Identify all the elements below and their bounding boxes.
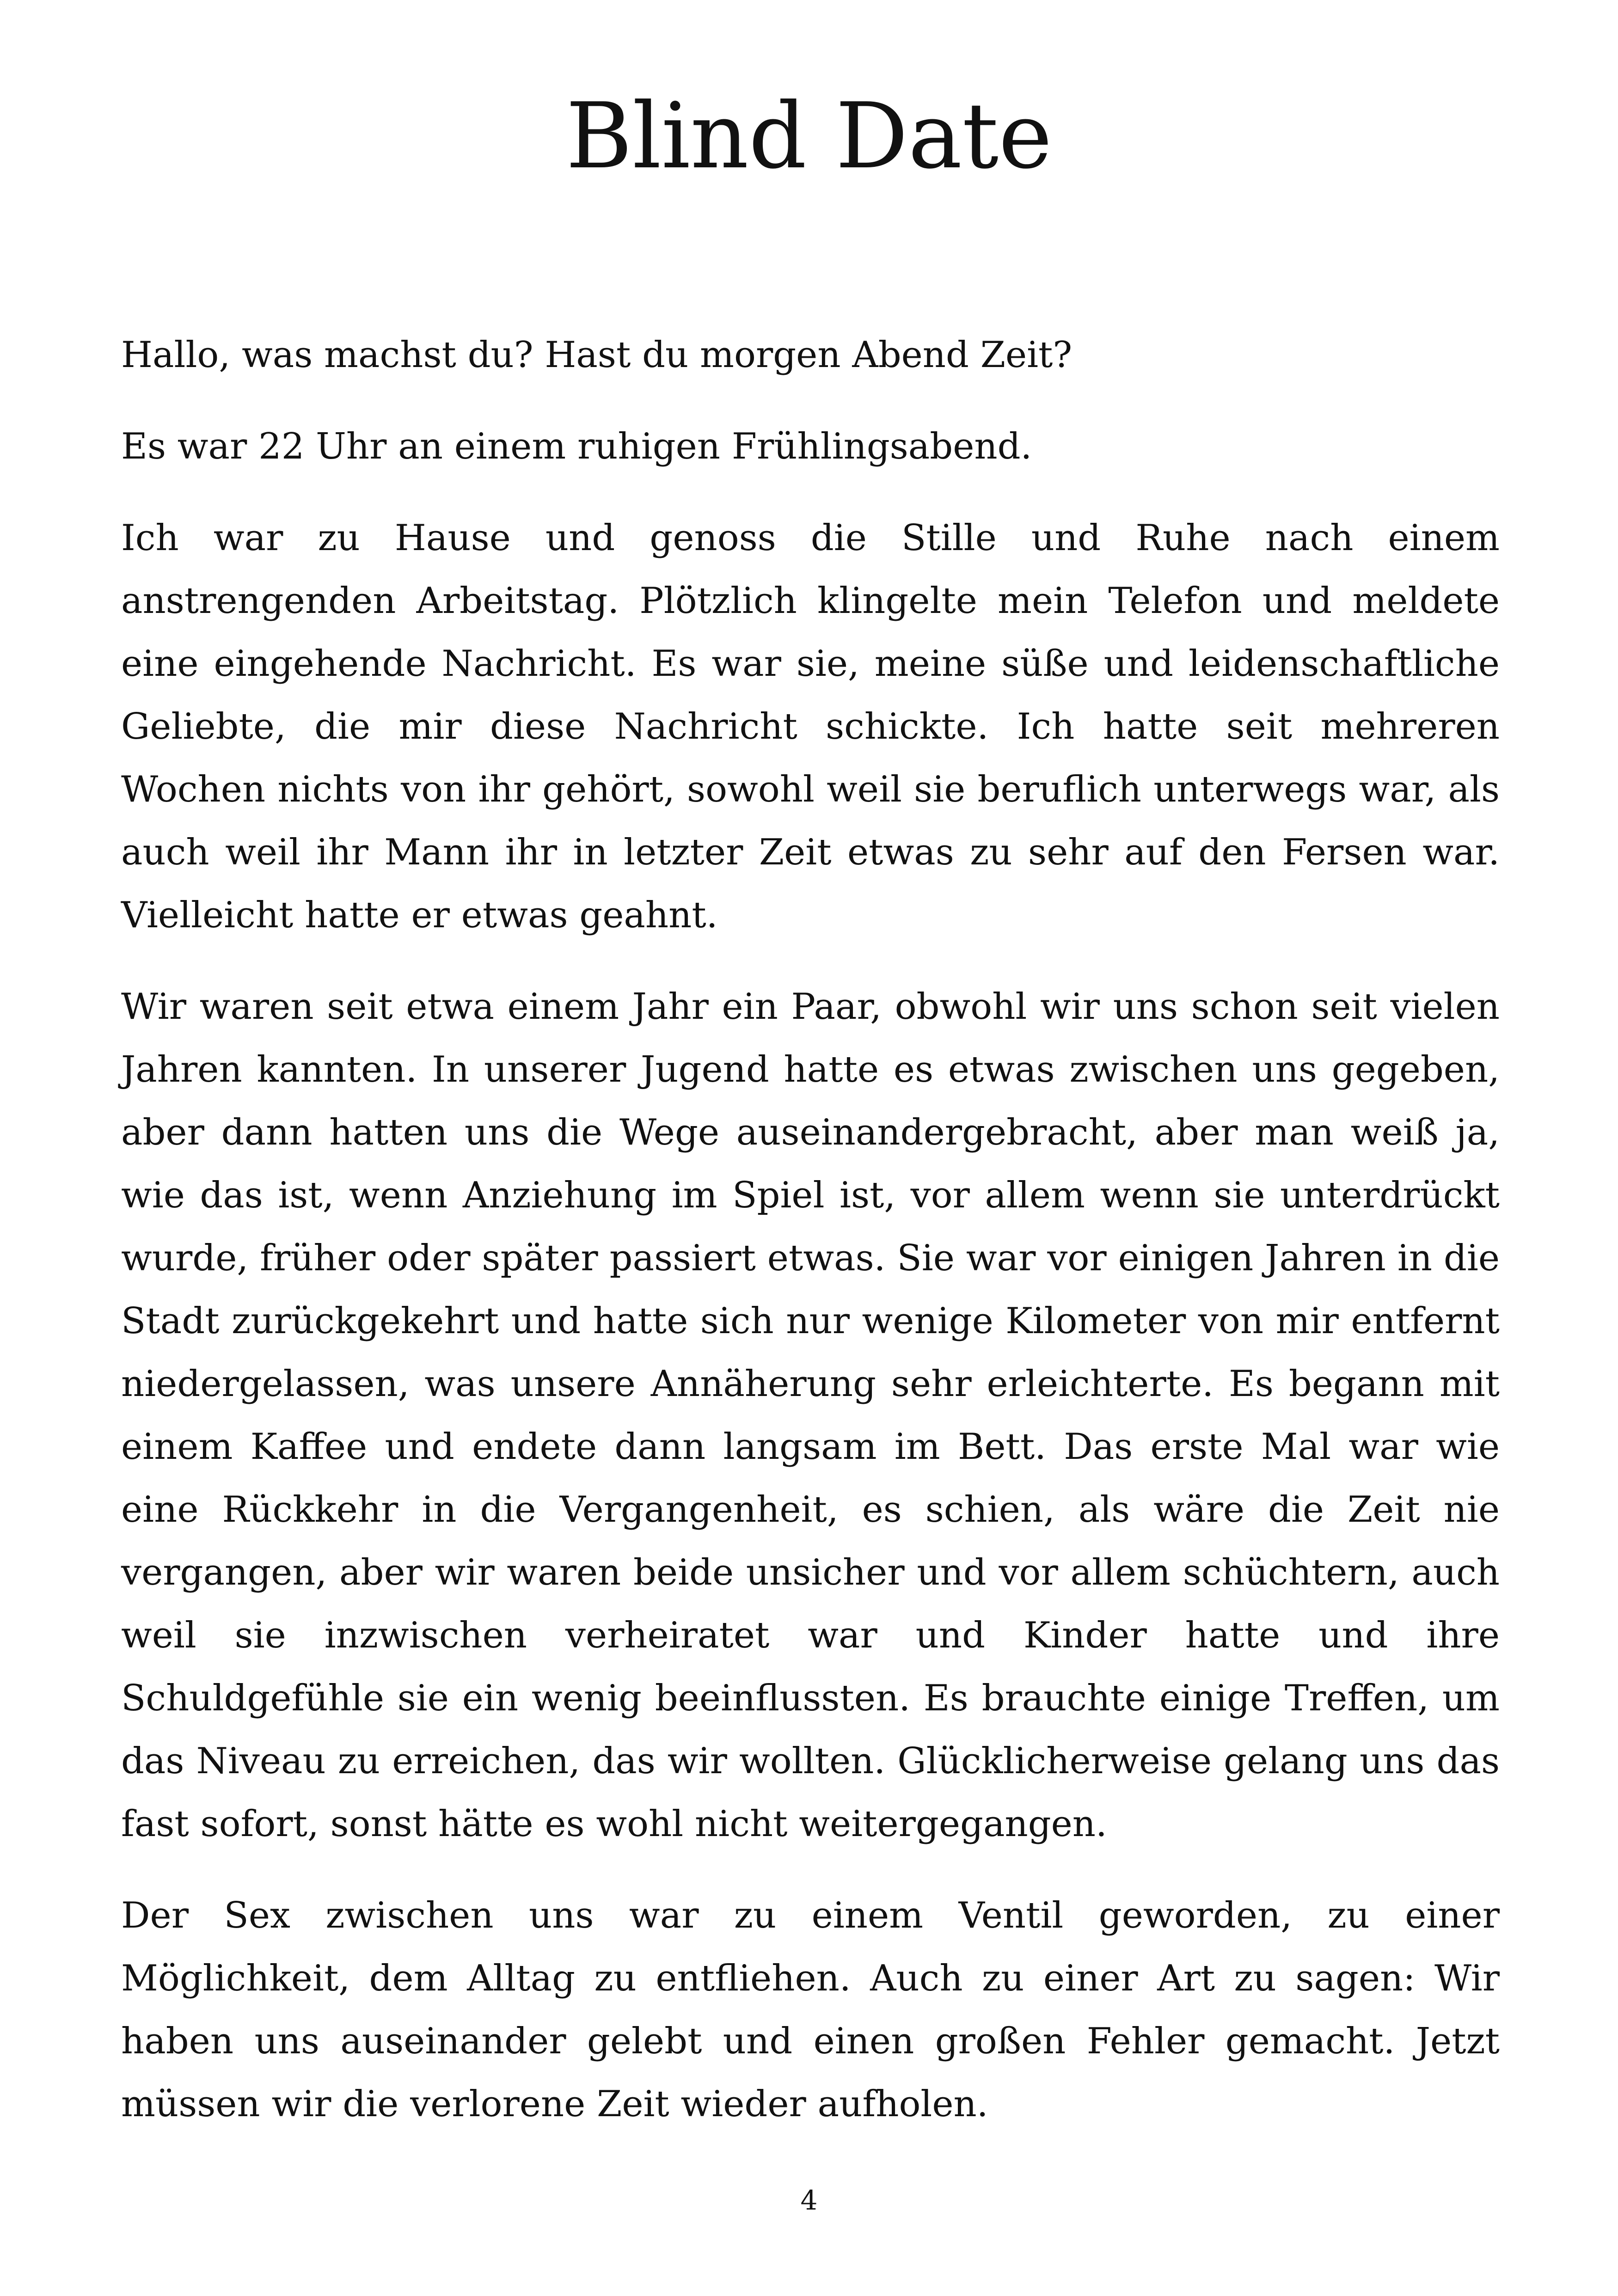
- page-number: 4: [800, 2185, 818, 2216]
- body-text: [121, 324, 1500, 2164]
- paragraph-4: Wir waren seit etwa einem Jahr ein Paar, obwohl wir uns schon seit vielen Jahren kannten. In unserer Jugend hatte es etwas zwischen uns gegeben, aber dann hatten uns die Wege auseinandergebracht, aber man weiß ja, wie das ist, wenn Anziehung im Spiel ist, vor allem wenn sie unterdrückt wurde, früher oder später passiert etwas. Sie war vor einigen Jahren in die Stadt zurückgekehrt und hatte sich nur wenige Kilometer von mir entfernt niedergelassen, was unsere Annäherung sehr erleichterte. Es begann mit einem Kaffee und endete dann langsam im Bett. Das erste Mal war wie eine Rückkehr in die Vergangenheit, es schien, als wäre die Zeit nie vergangen, aber wir waren beide unsicher und vor allem schüchtern, auch weil sie inzwischen verheiratet war und Kinder hatte und ihre Schuldgefühle sie ein wenig beeinflussten. Es brauchte einige Treffen, um das Niveau zu erreichen, das wir wollten. Glücklicherweise gelang uns das fast sofort, sonst hätte es wohl nicht weitergegangen.: [121, 986, 1500, 1845]
- paragraph-1: Hallo, was machst du? Hast du morgen Abend Zeit?: [121, 334, 1073, 376]
- paragraph-3: Ich war zu Hause und genoss die Stille und Ruhe nach einem anstrengenden Arbeitstag. Plötzlich klingelte mein Telefon und meldete eine eingehende Nachricht. Es war sie, meine süße und leidenschaftliche Geliebte, die mir diese Nachricht schickte. Ich hatte seit mehreren Wochen nichts von ihr gehört, sowohl weil sie beruflich unterwegs war, als auch weil ihr Mann ihr in letzter Zeit etwas zu sehr auf den Fersen war. Vielleicht hatte er etwas geahnt.: [121, 517, 1500, 936]
- paragraph-2: Es war 22 Uhr an einem ruhigen Frühlingsabend.: [121, 426, 1032, 467]
- paragraph-5: Der Sex zwischen uns war zu einem Ventil geworden, zu einer Möglichkeit, dem Alltag zu entfliehen. Auch zu einer Art zu sagen: Wir haben uns auseinander gelebt und einen großen Fehler gemacht. Jetzt müssen wir die verlorene Zeit wieder aufholen.: [121, 1895, 1500, 2125]
- page-title: Blind Date: [565, 84, 1053, 189]
